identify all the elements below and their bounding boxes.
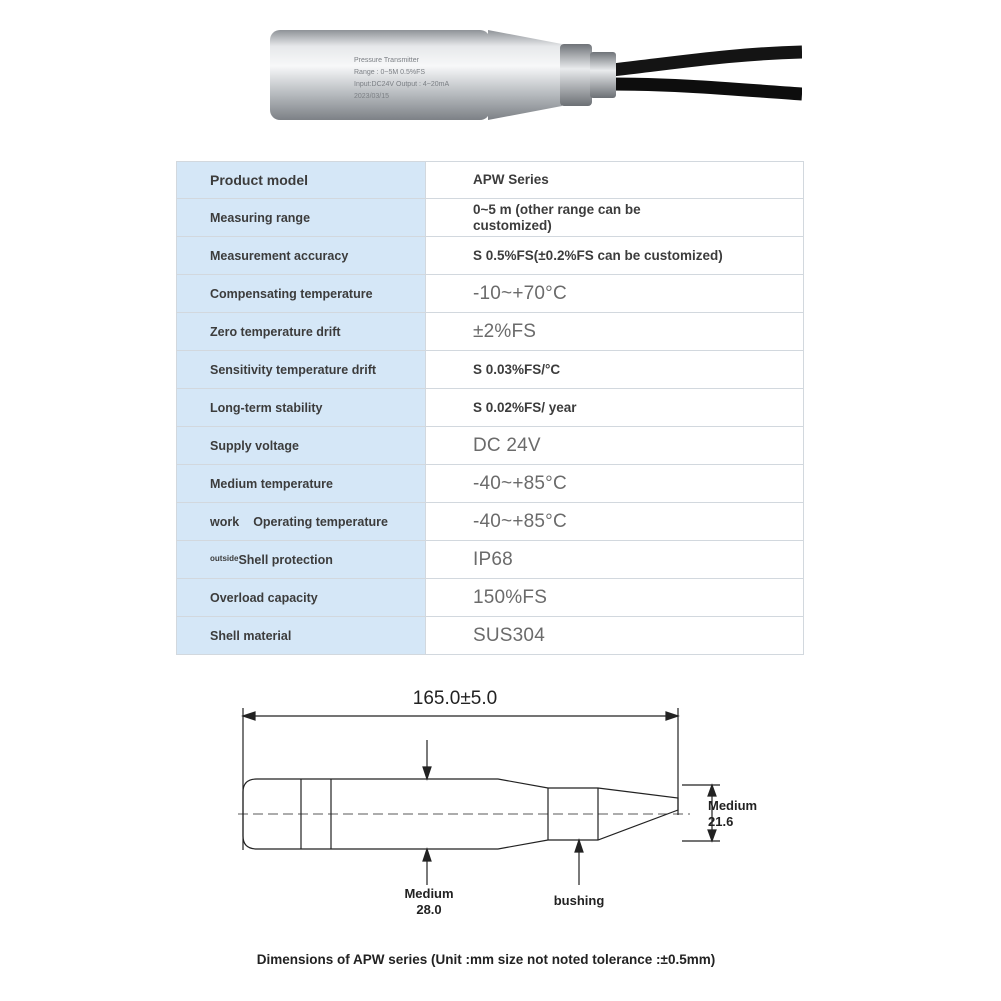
spec-label-prefix: outside [210,553,239,563]
engraving-line-1: Pressure Transmitter [354,57,419,64]
spec-row-product-model [177,162,804,199]
spec-row-measuring-range [177,199,804,237]
spec-label-text: Shell protection [238,552,333,567]
spec-row-zero-temperature-drift [177,313,804,351]
engraving-line-4: 2023/03/15 [354,93,390,100]
spec-value: -40~+85°C [426,503,804,541]
spec-value: SUS304 [426,617,804,655]
body-diameter-label [389,886,469,918]
spec-label: Long-term stability [177,389,426,427]
spec-label [177,541,426,579]
spec-label: Measurement accuracy [177,237,426,275]
engraving-line-3: Input:DC24V Output : 4~20mA [354,81,450,88]
spec-label-prefix: work [210,514,240,529]
spec-row-measurement-accuracy [177,237,804,275]
right-diameter-label-line-1: Medium [708,798,758,813]
spec-row-medium-temperature [177,465,804,503]
spec-row-long-term-stability [177,389,804,427]
right-diameter-label-line-2: 21.6 [708,814,734,829]
spec-value: S 0.03%FS/°C [426,351,804,389]
body-diameter-label-line-2: 28.0 [416,902,442,917]
product-photo [262,22,802,132]
spec-value: ±2%FS [426,313,804,351]
spec-label: Zero temperature drift [177,313,426,351]
spec-row-overload-capacity [177,579,804,617]
spec-label: Compensating temperature [177,275,426,313]
spec-row-compensating-temperature [177,275,804,313]
engraving-line-2: Range : 0~5M 0.5%FS [354,69,426,76]
spec-table [176,161,804,655]
spec-value: -40~+85°C [426,465,804,503]
spec-value: IP68 [426,541,804,579]
spec-row-sensitivity-temperature-drift [177,351,804,389]
spec-label: Sensitivity temperature drift [177,351,426,389]
length-dimension-label: 165.0±5.0 [412,688,498,709]
body-diameter-label-line-1: Medium [404,886,454,901]
spec-row-operating-temperature [177,503,804,541]
spec-label: Medium temperature [177,465,426,503]
spec-value-line-1: 0~5 m (other range can be [473,201,641,217]
bushing-label: bushing [553,893,605,908]
spec-label-text: Operating temperature [253,514,388,529]
right-diameter-label [708,798,778,830]
spec-value: -10~+70°C [426,275,804,313]
spec-label: Overload capacity [177,579,426,617]
drawing-caption: Dimensions of APW series (Unit :mm size not noted tolerance :±0.5mm) [256,952,716,967]
spec-label: Product model [177,162,426,199]
spec-row-supply-voltage [177,427,804,465]
spec-value: S 0.02%FS/ year [426,389,804,427]
spec-label: Shell material [177,617,426,655]
dimension-drawing [230,680,790,920]
spec-row-shell-material [177,617,804,655]
spec-value: APW Series [426,162,804,199]
spec-value [426,199,804,237]
spec-label: Supply voltage [177,427,426,465]
spec-row-shell-protection [177,541,804,579]
spec-value: 150%FS [426,579,804,617]
spec-value: DC 24V [426,427,804,465]
spec-value: S 0.5%FS(±0.2%FS can be customized) [426,237,804,275]
spec-value-line-2: customized) [473,217,552,233]
spec-label [177,503,426,541]
spec-label: Measuring range [177,199,426,237]
